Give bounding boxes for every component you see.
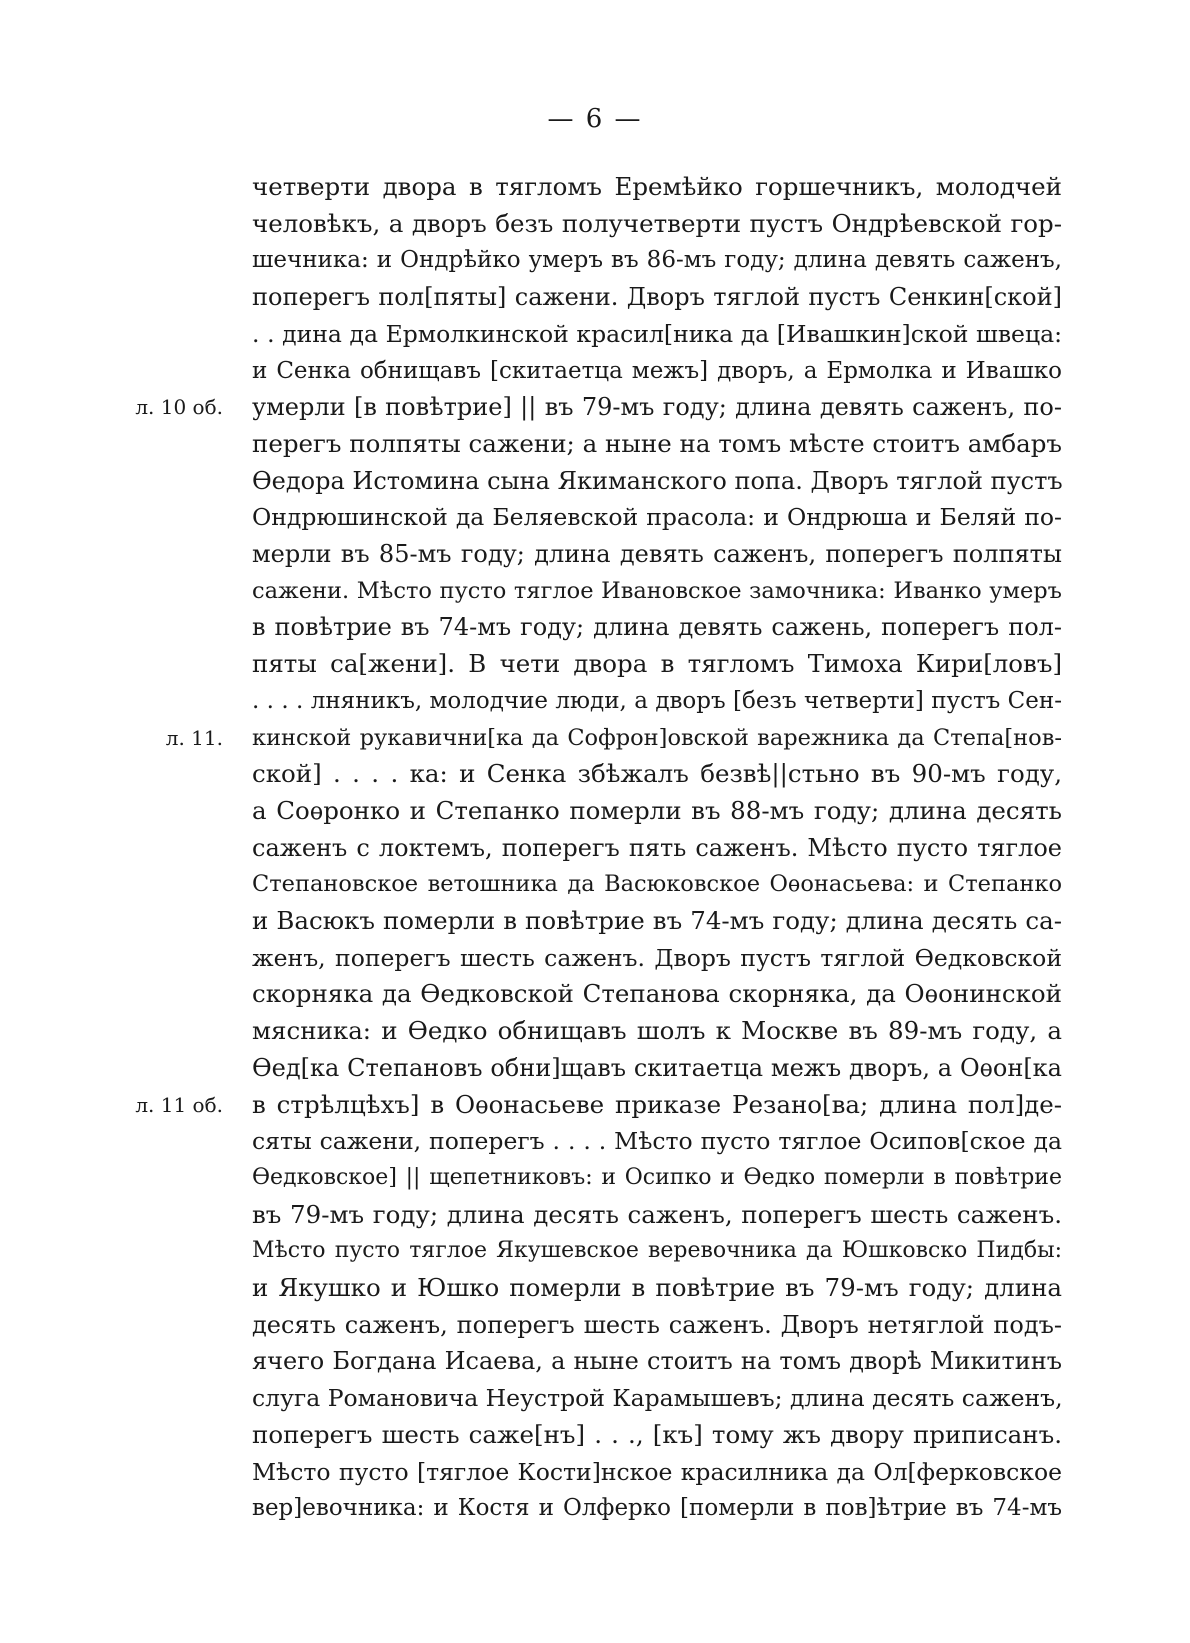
text-line: в повѣтрие въ 74-мъ году; длина девять сажень, поперегъ пол- xyxy=(252,613,1062,642)
text-line: вер]евочника: и Костя и Олферко [померли в пов]ѣтрие въ 74-мъ xyxy=(252,1495,1062,1522)
folio-margin-note: л. 11. xyxy=(165,725,223,750)
text-line: Ондрюшинской да Беляевской прасола: и Ондрюша и Беляй по- xyxy=(252,503,1062,532)
text-line: мясника: и Ѳедко обнищавъ шолъ к Москве въ 89-мъ году, а xyxy=(252,1016,1062,1046)
text-line: . . дина да Ермолкинской красил[ника да [Ивашкин]ской швеца: xyxy=(252,319,1062,348)
text-line: кинской рукавични[ка да Софрон]овской варежника да Степа[нов- xyxy=(252,724,1062,751)
text-line: перегъ полпяты сажени; а ныне на томъ мѣсте стоитъ амбаръ xyxy=(252,428,1062,458)
text-line: саженъ с локтемъ, поперегъ пять саженъ. Мѣсто пусто тяглое xyxy=(252,833,1062,862)
text-line: Ѳедковское] || щепетниковъ: и Осипко и Ѳедко померли в повѣтрие xyxy=(252,1164,1062,1190)
folio-margin-note: л. 11 об. xyxy=(135,1092,223,1117)
text-line: и Якушко и Юшко померли в повѣтрие въ 79-мъ году; длина xyxy=(252,1273,1062,1302)
text-line: мерли въ 85-мъ году; длина девять саженъ, поперегъ полпяты xyxy=(252,540,1062,568)
text-line: четверти двора в тягломъ Еремѣйко горшечникъ, молодчей xyxy=(252,172,1062,201)
text-line: Мѣсто пусто [тяглое Кости]нское красилника да Ол[ферковское xyxy=(252,1457,1062,1486)
text-line: а Соѳронко и Степанко померли въ 88-мъ году; длина десять xyxy=(252,795,1062,825)
text-line: . . . . лняникъ, молодчие люди, а дворъ [безъ четверти] пустъ Сен- xyxy=(252,687,1062,714)
text-line: и Васюкъ померли в повѣтрие въ 74-мъ году; длина десять са- xyxy=(252,906,1062,935)
text-line: поперегъ шесть саже[нъ] . . ., [къ] тому жъ двору приписанъ. xyxy=(252,1419,1062,1449)
text-line: Степановское ветошника да Васюковское Оѳонасьева: и Степанко xyxy=(252,871,1062,898)
text-line: сяты сажени, поперегъ . . . . Мѣсто пусто тяглое Осипов[ское да xyxy=(252,1127,1062,1156)
text-line: и Сенка обнищавъ [скитаетца межъ] дворъ, а Ермолка и Ивашко xyxy=(252,357,1062,384)
text-line: в стрѣлцѣхъ] в Оѳонасьеве приказе Резано[ва; длина пол]де- xyxy=(252,1089,1062,1119)
text-line: Ѳед[ка Степановъ обни]щавъ скитаетца межъ дворъ, а Оѳон[ка xyxy=(252,1053,1062,1082)
text-line: умерли [в повѣтрие] || въ 79-мъ году; длина девять саженъ, по- xyxy=(252,393,1062,422)
text-line: Ѳедора Истомина сына Якиманского попа. Дворъ тяглой пустъ xyxy=(252,466,1063,495)
text-line: сажени. Мѣсто пусто тяглое Ивановское замочника: Иванко умеръ xyxy=(252,577,1062,604)
text-line: скорняка да Ѳедковской Степанова скорняка, да Оѳонинской xyxy=(252,979,1062,1009)
text-line: десять саженъ, поперегъ шесть саженъ. Дворъ нетяглой подъ- xyxy=(252,1310,1062,1339)
text-line: въ 79-мъ году; длина десять саженъ, поперегъ шесть саженъ. xyxy=(252,1199,1062,1229)
text-line: ской] . . . . ка: и Сенка збѣжалъ безвѣ||стьно въ 90-мъ году, xyxy=(252,759,1062,789)
text-line: Мѣсто пусто тяглое Якушевское веревочника да Юшковско Пидбы: xyxy=(252,1238,1062,1264)
text-line: женъ, поперегъ шесть саженъ. Дворъ пустъ тяглой Ѳедковской xyxy=(252,943,1062,972)
text-line: слуга Романовича Неустрой Карамышевъ; длина десять саженъ, xyxy=(252,1384,1063,1413)
folio-margin-note: л. 10 об. xyxy=(135,395,223,420)
page-number: — 6 — xyxy=(547,104,643,134)
text-line: поперегъ пол[пяты] сажени. Дворъ тяглой пустъ Сенкин[ской] xyxy=(252,283,1062,312)
text-line: человѣкъ, а дворъ безъ получетверти пустъ Ондрѣевской гор- xyxy=(252,208,1062,238)
text-line: пяты са[жени]. В чети двора в тягломъ Тимоха Кири[ловъ] xyxy=(252,649,1062,679)
text-line: шечника: и Ондрѣйко умеръ въ 86-мъ году; длина девять саженъ, xyxy=(252,247,1062,274)
text-line: ячего Богдана Исаева, а ныне стоитъ на томъ дворѣ Микитинъ xyxy=(252,1347,1062,1376)
